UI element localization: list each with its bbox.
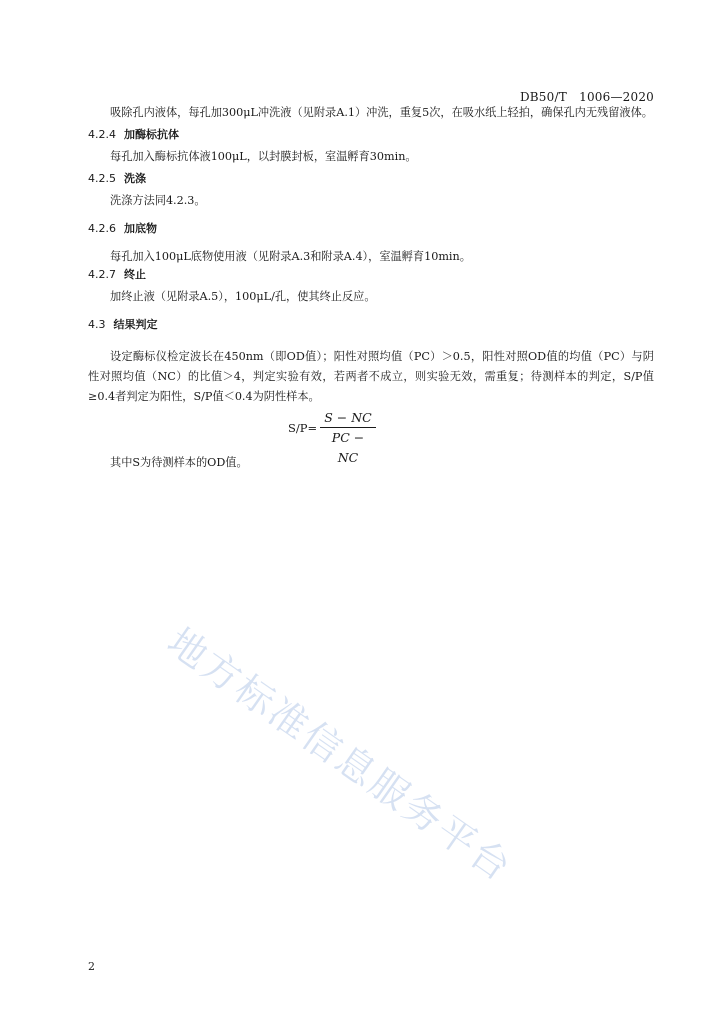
section-4-2-6-text: 每孔加入100μL底物使用液（见附录A.3和附录A.4），室温孵育10min。 xyxy=(110,250,471,263)
formula-denominator: PC − NC xyxy=(331,430,365,465)
section-heading-4-2-5 xyxy=(88,171,654,187)
section-4-3-text: 设定酶标仪检定波长在450nm（即OD值）；阳性对照均值（PC）＞0.5，阳性对照OD值的均值（PC）与阴性对照均值（NC）的比值＞4，判定实验有效，若两者不成立，则实验无效，需重复；待测样本的判定，S/P值≥0.4者判定为阳性，S/P值＜0.4为阴性样本。 xyxy=(88,350,654,403)
page-number: 2 xyxy=(88,960,95,973)
section-4-2-5-text: 洗涤方法同4.2.3。 xyxy=(110,194,206,207)
watermark: 地方标准信息服务平台 xyxy=(159,619,521,891)
wash-paragraph: 吸除孔内液体，每孔加300μL冲洗液（见附录A.1）冲洗，重复5次，在吸水纸上轻拍，确保孔内无残留液体。 xyxy=(110,106,653,119)
section-number: 4.3 xyxy=(88,318,106,331)
formula-numerator: S − NC xyxy=(324,410,372,425)
document-body xyxy=(88,103,654,473)
document-code: DB50/T 1006—2020 xyxy=(519,90,654,104)
where-paragraph: 其中S为待测样本的OD值。 xyxy=(110,456,248,469)
section-title: 终止 xyxy=(124,268,146,281)
section-heading-4-3 xyxy=(88,317,654,333)
section-4-2-7-text: 加终止液（见附录A.5），100μL/孔，使其终止反应。 xyxy=(110,290,376,303)
section-title: 结果判定 xyxy=(113,318,158,331)
section-heading-4-2-4 xyxy=(88,127,654,143)
formula-lhs: S/P= xyxy=(288,421,318,435)
section-title: 加底物 xyxy=(124,222,157,235)
section-heading-4-2-7 xyxy=(88,267,654,283)
section-title: 洗涤 xyxy=(124,172,146,185)
section-number: 4.2.5 xyxy=(88,172,116,185)
section-title: 加酶标抗体 xyxy=(124,128,179,141)
section-4-2-4-text: 每孔加入酶标抗体液100μL，以封膜封板，室温孵育30min。 xyxy=(110,150,417,163)
section-number: 4.2.4 xyxy=(88,128,116,141)
formula-fraction xyxy=(320,409,376,465)
section-number: 4.2.7 xyxy=(88,268,116,281)
section-number: 4.2.6 xyxy=(88,222,116,235)
section-heading-4-2-6 xyxy=(88,221,654,237)
